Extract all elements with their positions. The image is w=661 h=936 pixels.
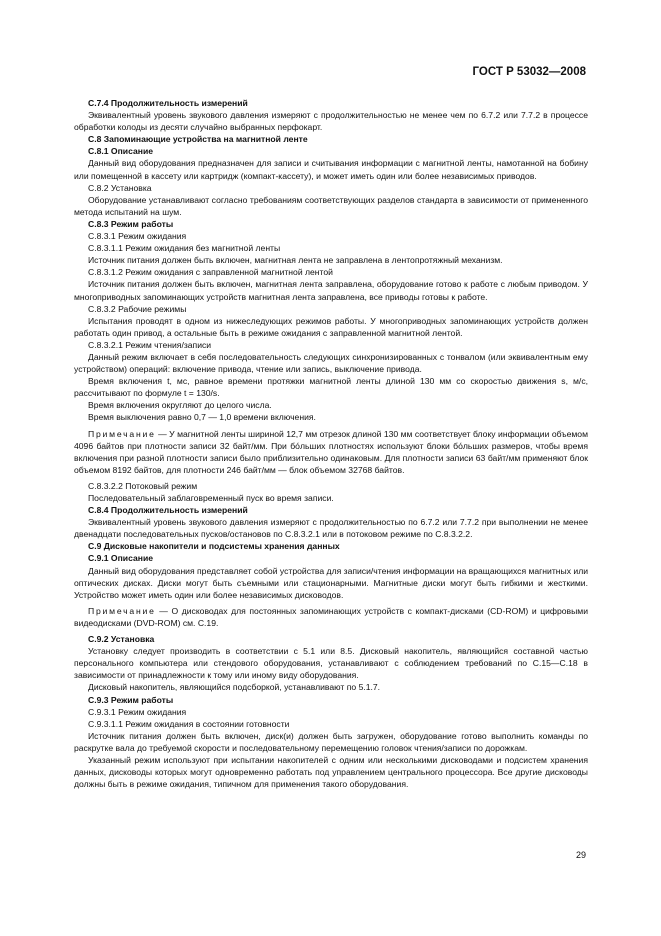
paragraph: Последовательный заблаговременный пуск во время записи. [88, 493, 334, 503]
paragraph: Время включения t, мс, равное времени протяжки магнитной ленты длиной 130 мм со скоростью движения s, м/с, рассчитывают по формуле t = 130/s. [74, 376, 588, 399]
document-body [74, 97, 588, 790]
paragraph: Установку следует производить в соответствии с 5.1 или 8.5. Дисковый накопитель, являющийся составной частью персонального компьютера или стендового оборудования, устанавливают с соблюдением требований по С.15—С.18 в зависимости от принадлежности к тому или иному виду оборудования. [74, 646, 588, 681]
page-number: 29 [575, 850, 586, 860]
section-heading: С.9.1 Описание [88, 553, 154, 564]
note-text: — У магнитной ленты шириной 12,7 мм отрезок длиной 130 мм соответствует блоку информации объемом 4096 байтов при плотности записи 32 байт/мм. При бо́льших плотностях используют блоки бо́льших размеров, чтобы время включения при разной плотности записи было приблизительно одинаковым. Для плотности записи 63 байт/мм применяют блок объемом 8192 байтов, для плотности 246 байт/мм — блок объемом 32768 байтов. [74, 428, 588, 475]
paragraph: Данный режим включает в себя последовательность следующих синхронизированных с тонвалом (или эквивалентным ему устройством) операций: включение привода, чтение или запись, выключение привода. [74, 351, 588, 375]
paragraph: Время включения округляют до целого числа. [88, 400, 272, 411]
paragraph: С.8.3.1.2 Режим ожидания с заправленной магнитной лентой [88, 267, 333, 278]
section-heading: С.8.4 Продолжительность измерений [88, 505, 248, 516]
section-heading: С.8.3 Режим работы [88, 218, 174, 229]
paragraph: С.8.3.2.2 Потоковый режим [88, 480, 198, 491]
paragraph: С.8.3.2 Рабочие режимы [88, 303, 187, 314]
note-label: Примечание [88, 605, 156, 616]
paragraph: Источник питания должен быть включен, магнитная лента не заправлена в лентопротяжный механизм. [88, 255, 503, 266]
section-heading: С.7.4 Продолжительность измерений [88, 98, 248, 108]
paragraph: С.8.3.2.1 Режим чтения/записи [88, 339, 212, 350]
note-text: — О дисководах для постоянных запоминающих устройств с компакт-дисками (CD-ROM) и цифровыми видеодисками (DVD-ROM) см. С.19. [74, 605, 588, 628]
paragraph: С.8.3.1.1 Режим ожидания без магнитной ленты [88, 243, 281, 254]
paragraph: Дисковый накопитель, являющийся подсборкой, устанавливают по 5.1.7. [88, 682, 381, 693]
note-paragraph [74, 428, 588, 476]
paragraph: Эквивалентный уровень звукового давления измеряют с продолжительностью не менее чем по 6.7.2 или 7.7.2 в процессе обработки колоды из десяти случайно выбранных перфокарт. [74, 110, 588, 133]
paragraph: С.8.2 Установка [88, 182, 152, 193]
note-paragraph [74, 605, 588, 629]
paragraph: С.9.3.1 Режим ожидания [88, 706, 187, 717]
section-heading: С.8.1 Описание [88, 146, 154, 157]
paragraph: С.9.3.1.1 Режим ожидания в состоянии готовности [88, 718, 290, 729]
paragraph: Источник питания должен быть включен, диск(и) должен быть загружен, оборудование готово выполнить команды по раскрутке вала до требуемой скорости и последовательному перемещению головок чтения/записи по дорожкам. [74, 730, 588, 753]
section-heading: С.9.3 Режим работы [88, 694, 174, 705]
paragraph: Указанный режим используют при испытании накопителей с одним или несколькими дисководами и подсистем хранения данных, дисководы которых могут одновременно работать под управлением центрального процессора. Все другие дисководы должны быть в режиме ожидания, типичном для применения такого оборудования. [74, 754, 588, 790]
section-heading: С.9 Дисковые накопители и подсистемы хранения данных [88, 541, 340, 552]
note-label: Примечание [88, 428, 156, 439]
document-header: ГОСТ Р 53032—2008 [472, 66, 586, 78]
paragraph: Время выключения равно 0,7 — 1,0 времени включения. [88, 412, 316, 423]
paragraph: Испытания проводят в одном из нижеследующих режимов работы. У многоприводных запоминающих устройств должен работать один привод, а остальные быть в режиме ожидания с заправленной магнитной лентой. [74, 315, 588, 338]
paragraph: Оборудование устанавливают согласно требованиям соответствующих разделов стандарта в зависимости от примененного метода испытаний на шум. [74, 194, 588, 217]
paragraph: Источник питания должен быть включен, магнитная лента заправлена, оборудование готово к работе с любым приводом. У многоприводных запоминающих устройств магнитная лента заправлена, все приводы готовы к работе. [74, 279, 588, 302]
section-heading: С.8 Запоминающие устройства на магнитной ленте [88, 134, 308, 145]
paragraph: Данный вид оборудования предназначен для записи и считывания информации с магнитной ленты, намотанной на бобину или помещенной в кассету или картридж (компакт-кассету), и может иметь один или более независимых приводов. [74, 158, 588, 181]
paragraph: Эквивалентный уровень звукового давления измеряют с продолжительностью по 6.7.2 или 7.7.2 при выполнении не менее двенадцати последовательных пусков/остановов по С.8.3.2.1 или в потоковом режиме по С.8.3.2.2. [74, 517, 588, 540]
section-heading: С.9.2 Установка [88, 634, 155, 645]
paragraph: Данный вид оборудования представляет собой устройства для записи/чтения информации на вращающихся магнитных или оптических дисках. Диски могут быть съемными или стационарными. Магнитные диски могут быть гибкими и жесткими. Устройство может иметь один или более независимых дисководов. [74, 565, 589, 600]
paragraph: С.8.3.1 Режим ожидания [88, 231, 187, 242]
